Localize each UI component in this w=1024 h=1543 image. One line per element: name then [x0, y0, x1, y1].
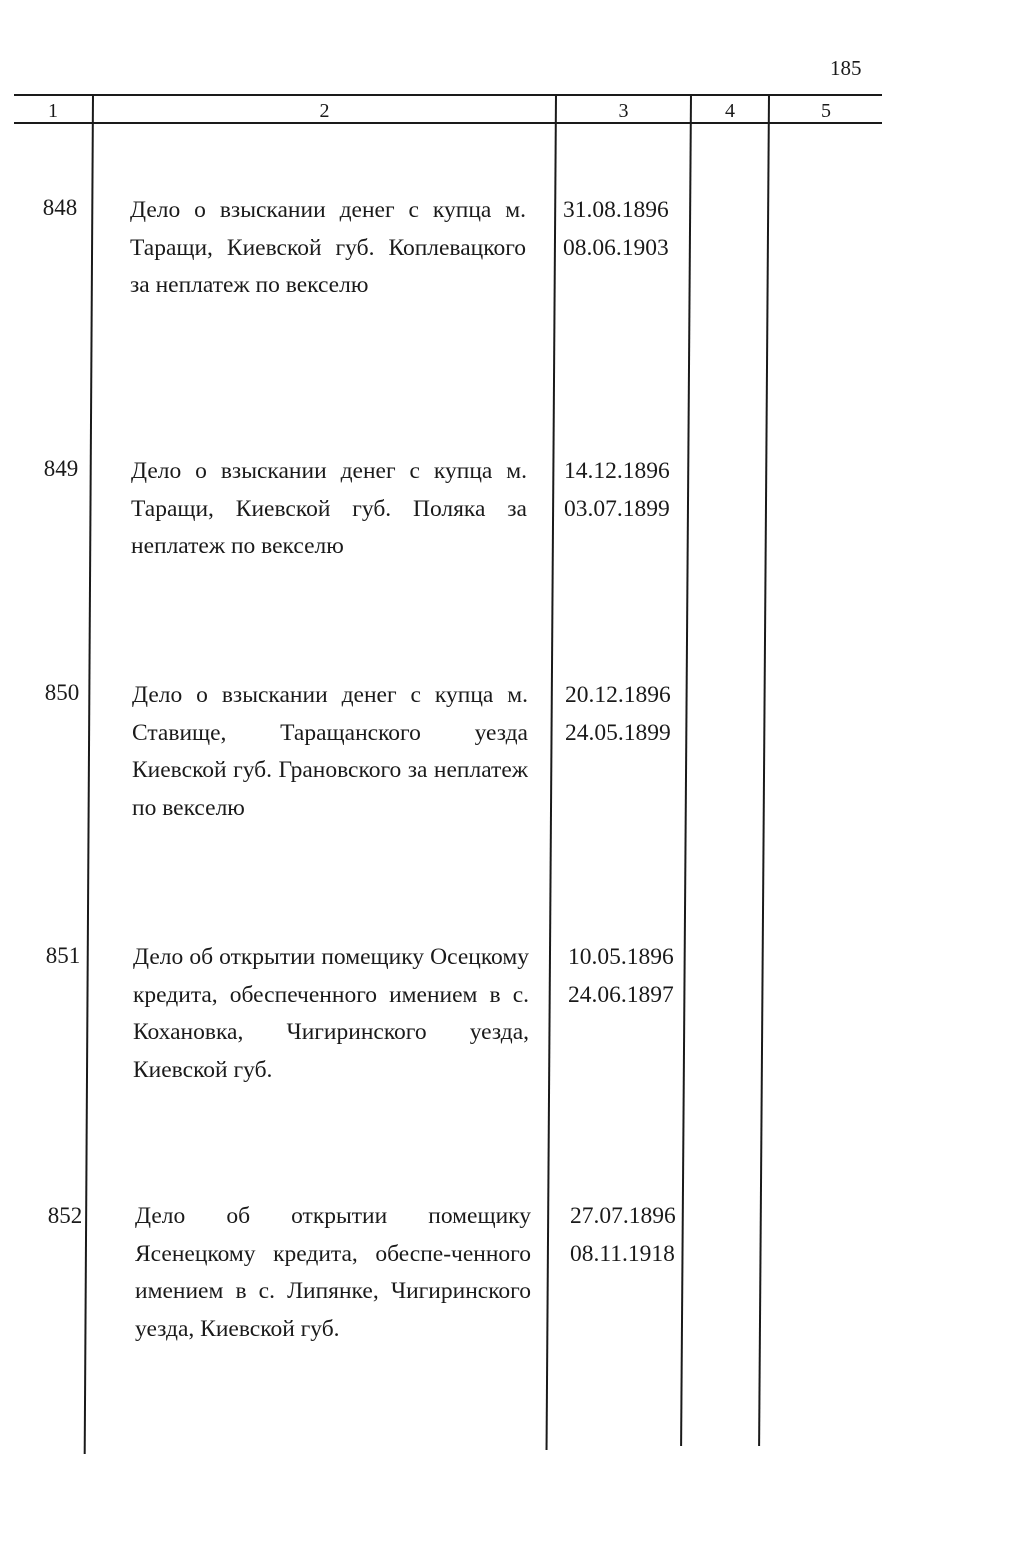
column-header-5: 5 — [821, 100, 831, 122]
record-description: Дело об открытии помещику Осецкому кредита, обеспеченного имением в с. Кохановка, Чигиринского уезда, Киевской губ. — [133, 944, 529, 1083]
start-date: 27.07.1896 — [570, 1203, 676, 1229]
page-number: 185 — [830, 56, 862, 80]
column-divider-1 — [84, 94, 94, 1454]
header-top-rule — [14, 94, 882, 96]
column-divider-4 — [758, 94, 770, 1446]
record-description: Дело об открытии помещику Ясенецкому кредита, обеспе-ченного имением в с. Липянке, Чигиринского уезда, Киевской губ. — [135, 1203, 531, 1342]
record-dates — [570, 1198, 700, 1273]
end-date: 08.06.1903 — [563, 234, 669, 261]
column-header-3: 3 — [618, 100, 629, 122]
column-header-2: 2 — [319, 100, 330, 122]
record-description: Дело о взыскании денег с купца м. Таращи, Киевской губ. Коплевацкого за неплатеж по векселю — [130, 197, 526, 298]
record-number: 850 — [44, 680, 80, 705]
record-number: 849 — [43, 456, 79, 481]
record-description: Дело о взыскании денег с купца м. Ставище, Таращанского уезда Киевской губ. Грановского за неплатеж по векселю — [132, 682, 528, 821]
column-divider-2 — [546, 94, 557, 1450]
record-number: 852 — [47, 1203, 83, 1228]
start-date: 31.08.1896 — [563, 197, 669, 223]
record-number: 848 — [42, 195, 78, 220]
start-date: 14.12.1896 — [564, 458, 670, 484]
end-date: 24.05.1899 — [565, 719, 671, 746]
record-description: Дело о взыскании денег с купца м. Таращи, Киевской губ. Поляка за неплатеж по векселю — [131, 458, 527, 559]
end-date: 24.06.1897 — [568, 981, 674, 1008]
column-header-4: 4 — [725, 100, 735, 122]
record-number: 851 — [45, 943, 81, 968]
record-dates — [563, 192, 693, 267]
end-date: 08.11.1918 — [570, 1240, 675, 1267]
start-date: 10.05.1896 — [568, 944, 674, 970]
record-dates — [565, 677, 695, 752]
end-date: 03.07.1899 — [564, 495, 670, 522]
start-date: 20.12.1896 — [565, 682, 671, 708]
record-dates — [568, 939, 698, 1014]
record-dates — [564, 453, 694, 528]
column-header-1: 1 — [48, 100, 58, 122]
